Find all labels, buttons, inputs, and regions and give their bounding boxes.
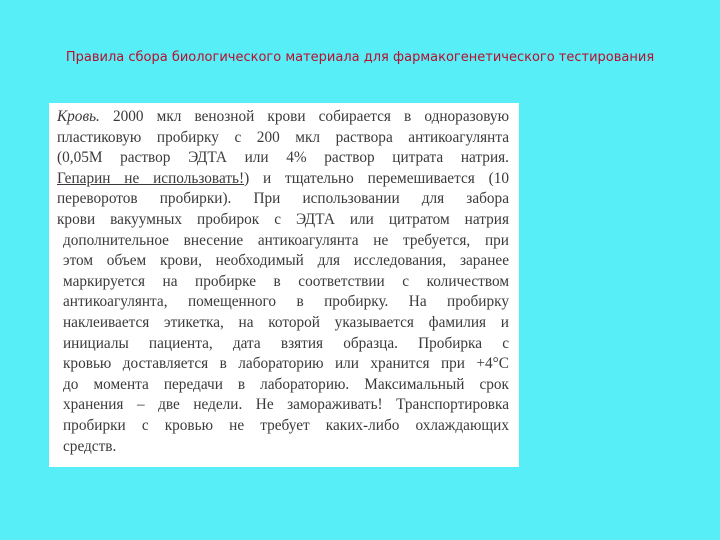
text-line-14: до момента передачи в лабораторию. Максимальный срок bbox=[63, 375, 509, 393]
text-line-16: пробирки с кровью не требует каких-либо охлаждающих bbox=[63, 416, 509, 434]
text-line-7: дополнительное внесение антикоагулянта не требуется, при bbox=[63, 231, 509, 249]
text-line-15: хранения – две недели. Не замораживать! Транспортировка bbox=[63, 396, 509, 414]
text-line-12: инициалы пациента, дата взятия образца. Пробирка с bbox=[63, 334, 509, 352]
text-line-10: антикоагулянта, помещенного в пробирку. На пробирку bbox=[63, 293, 509, 311]
text-line-4-rest: ) и тщательно перемешивается (10 bbox=[244, 169, 510, 187]
text-line-11: наклеивается этикетка, на которой указывается фамилия и bbox=[63, 313, 509, 331]
text-line-6: крови вакуумных пробирок с ЭДТА или цитратом натрия bbox=[57, 210, 509, 228]
text-line-1-rest: 2000 мкл венозной крови собирается в одноразовую bbox=[99, 108, 509, 125]
text-line-1 bbox=[57, 107, 509, 128]
text-line-4 bbox=[57, 169, 509, 190]
text-line-5: переворотов пробирки). При использовании для забора bbox=[57, 190, 509, 208]
text-line-2: пластиковую пробирку с 200 мкл раствора антикоагулянта bbox=[57, 128, 509, 146]
text-line-8: этом объем крови, необходимый для исследования, заранее bbox=[63, 252, 509, 270]
lead-word: Кровь. bbox=[57, 108, 100, 125]
text-line-9: маркируется на пробирке в соответствии с количеством bbox=[63, 272, 509, 290]
text-line-3: (0,05М раствор ЭДТА или 4% раствор цитрата натрия. bbox=[57, 149, 509, 167]
heparin-warning: Гепарин не использовать! bbox=[57, 169, 245, 187]
slide-title: Правила сбора биологического материала для фармакогенетического тестирования bbox=[65, 50, 655, 65]
scanned-text-block bbox=[49, 103, 519, 467]
text-line-17: средств. bbox=[63, 437, 117, 455]
text-line-13: кровью доставляется в лабораторию или хранится при +4°С bbox=[63, 355, 509, 373]
